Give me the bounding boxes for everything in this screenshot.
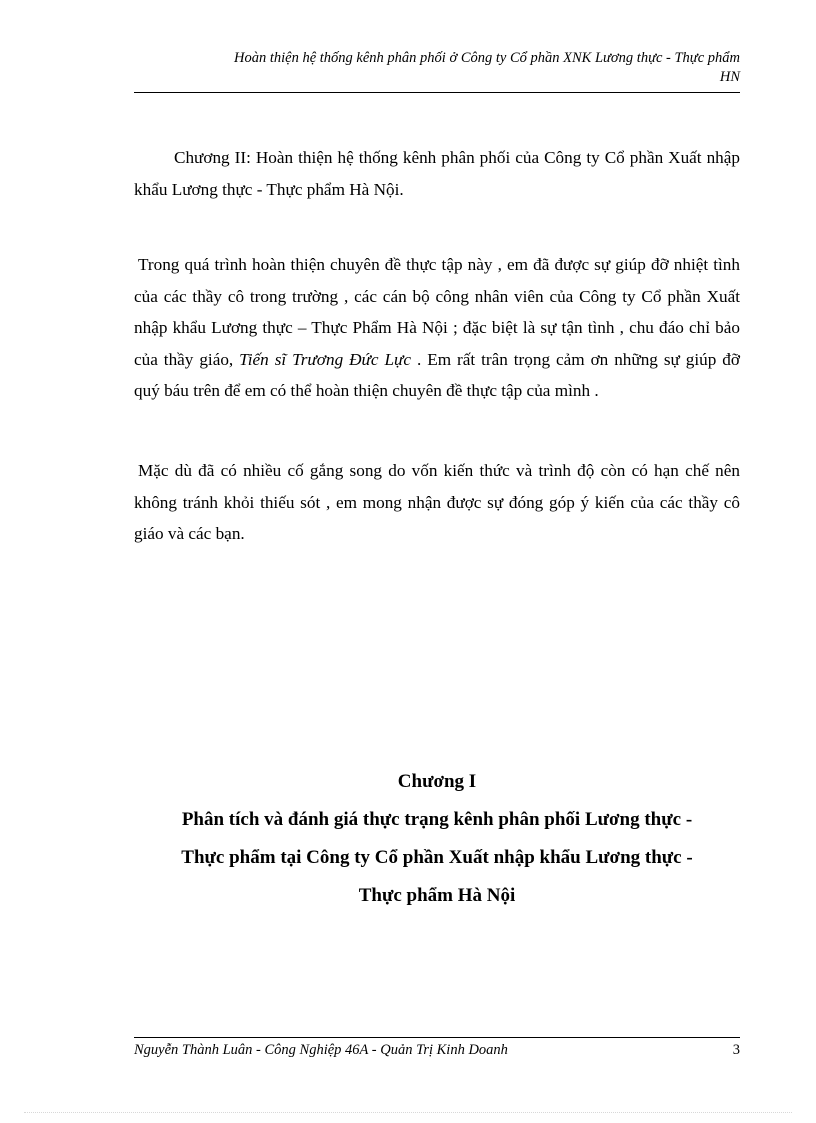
- paragraph-acknowledgement: [134, 249, 740, 407]
- paragraph-text-before: Trong quá trình hoàn thiện chuyên đề thực tập này , em đã được sự giúp đỡ nhiệt tình của các thầy cô trong trường , các cán bộ công nhân viên của Công ty Cổ phần Xuất nhập khẩu Lương thực – Thực Phẩm Hà Nội ; đặc biệt là sự tận tình , chu đáo chỉ bảo của thầy giáo,: [134, 255, 740, 369]
- paragraph-text: Mặc dù đã có nhiều cố gắng song do vốn kiến thức và trình độ còn có hạn chế nên không tránh khỏi thiếu sót , em mong nhận được sự đóng góp ý kiến của các thầy cô giáo và các bạn.: [134, 461, 740, 543]
- chapter-number: Chương I: [397, 771, 477, 792]
- running-header: [134, 49, 740, 87]
- page-edge: [24, 1112, 792, 1113]
- chapter-title-line-3: Thực phẩm Hà Nội: [358, 885, 516, 906]
- chapter-title-line-1: Phân tích và đánh giá thực trạng kênh phân phối Lương thực -: [181, 809, 693, 830]
- header-line-2: HN: [719, 69, 740, 85]
- page-number: 3: [732, 1042, 740, 1058]
- chapter-title-line-2: Thực phẩm tại Công ty Cổ phần Xuất nhập khẩu Lương thực -: [181, 847, 693, 868]
- footer-author: Nguyễn Thành Luân - Công Nghiệp 46A - Quản Trị Kinh Doanh: [134, 1042, 508, 1058]
- paragraph-body: [134, 249, 740, 407]
- paragraph-chapter-two: [134, 142, 740, 205]
- footer-rule: [134, 1037, 740, 1038]
- header-line-1: Hoàn thiện hệ thống kênh phân phối ở Công ty Cổ phần XNK Lương thực - Thực phẩm: [234, 50, 740, 66]
- paragraph-apology: [134, 455, 740, 550]
- paragraph-text: Chương II: Hoàn thiện hệ thống kênh phân phối của Công ty Cổ phần Xuất nhập khẩu Lương thực - Thực phẩm Hà Nội.: [134, 148, 740, 199]
- chapter-heading: [134, 763, 740, 915]
- header-rule: [134, 92, 740, 93]
- teacher-name: Tiến sĩ Trương Đức Lực: [239, 349, 412, 369]
- paragraph-text-after: . Em rất trân trọng cảm ơn những sự giúp đỡ quý báu trên để em có thể hoàn thiện chuyên đề thực tập của mình .: [134, 349, 740, 400]
